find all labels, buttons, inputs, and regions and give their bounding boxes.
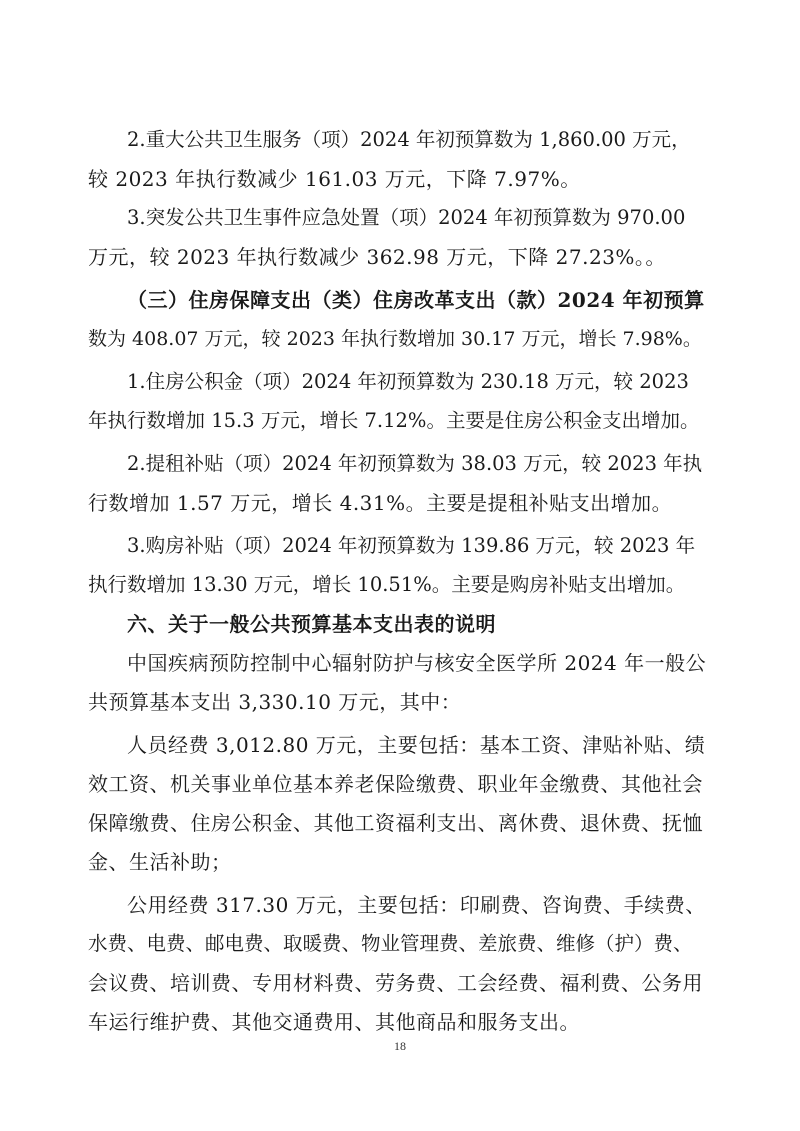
section-heading: 六、关于一般公共预算基本支出表的说明 [127, 612, 496, 636]
text-line: 人员经费 3,012.80 万元，主要包括：基本工资、津贴补贴、绩 [127, 733, 706, 757]
text-line: 中国疾病预防控制中心辐射防护与核安全医学所 2024 年一般公 [127, 651, 707, 675]
page-number: 18 [394, 1039, 406, 1053]
text-line: 会议费、培训费、专用材料费、劳务费、工会经费、福利费、公务用 [88, 971, 703, 995]
text-line: 较 2023 年执行数减少 161.03 万元，下降 7.97%。 [88, 167, 581, 191]
text-line: 执行数增加 13.30 万元，增长 10.51%。主要是购房补贴支出增加。 [88, 573, 686, 596]
text-line: 2.提租补贴（项）2024 年初预算数为 38.03 万元，较 2023 年执 [127, 452, 703, 475]
text-line: 万元，较 2023 年执行数减少 362.98 万元，下降 27.23%。。 [88, 245, 666, 269]
text-line: 1.住房公积金（项）2024 年初预算数为 230.18 万元，较 2023 [127, 370, 689, 393]
text-line: 车运行维护费、其他交通费用、其他商品和服务支出。 [88, 1010, 580, 1034]
text-line: 水费、电费、邮电费、取暖费、物业管理费、差旅费、维修（护）费、 [88, 932, 693, 955]
text-line: 保障缴费、住房公积金、其他工资福利支出、离休费、退休费、抚恤 [88, 811, 703, 835]
section-heading: （三）住房保障支出（类）住房改革支出（款）2024 年初预算 [127, 288, 705, 312]
text-line: 公用经费 317.30 万元，主要包括：印刷费、咨询费、手续费、 [127, 893, 706, 917]
text-line: 共预算基本支出 3,330.10 万元，其中： [88, 690, 462, 714]
text-line: 数为 408.07 万元，较 2023 年执行数增加 30.17 万元，增长 7.98%。 [88, 328, 702, 350]
text-line: 年执行数增加 15.3 万元，增长 7.12%。主要是住房公积金支出增加。 [88, 409, 700, 432]
text-line: 2.重大公共卫生服务（项）2024 年初预算数为 1,860.00 万元， [127, 128, 691, 151]
text-line: 3.突发公共卫生事件应急处置（项）2024 年初预算数为 970.00 [127, 206, 686, 229]
text-line: 3.购房补贴（项）2024 年初预算数为 139.86 万元，较 2023 年 [127, 534, 696, 557]
text-line: 效工资、机关事业单位基本养老保险缴费、职业年金缴费、其他社会 [88, 772, 703, 796]
text-line: 行数增加 1.57 万元，增长 4.31%。主要是提租补贴支出增加。 [88, 491, 673, 515]
text-line: 金、生活补助； [88, 850, 232, 874]
